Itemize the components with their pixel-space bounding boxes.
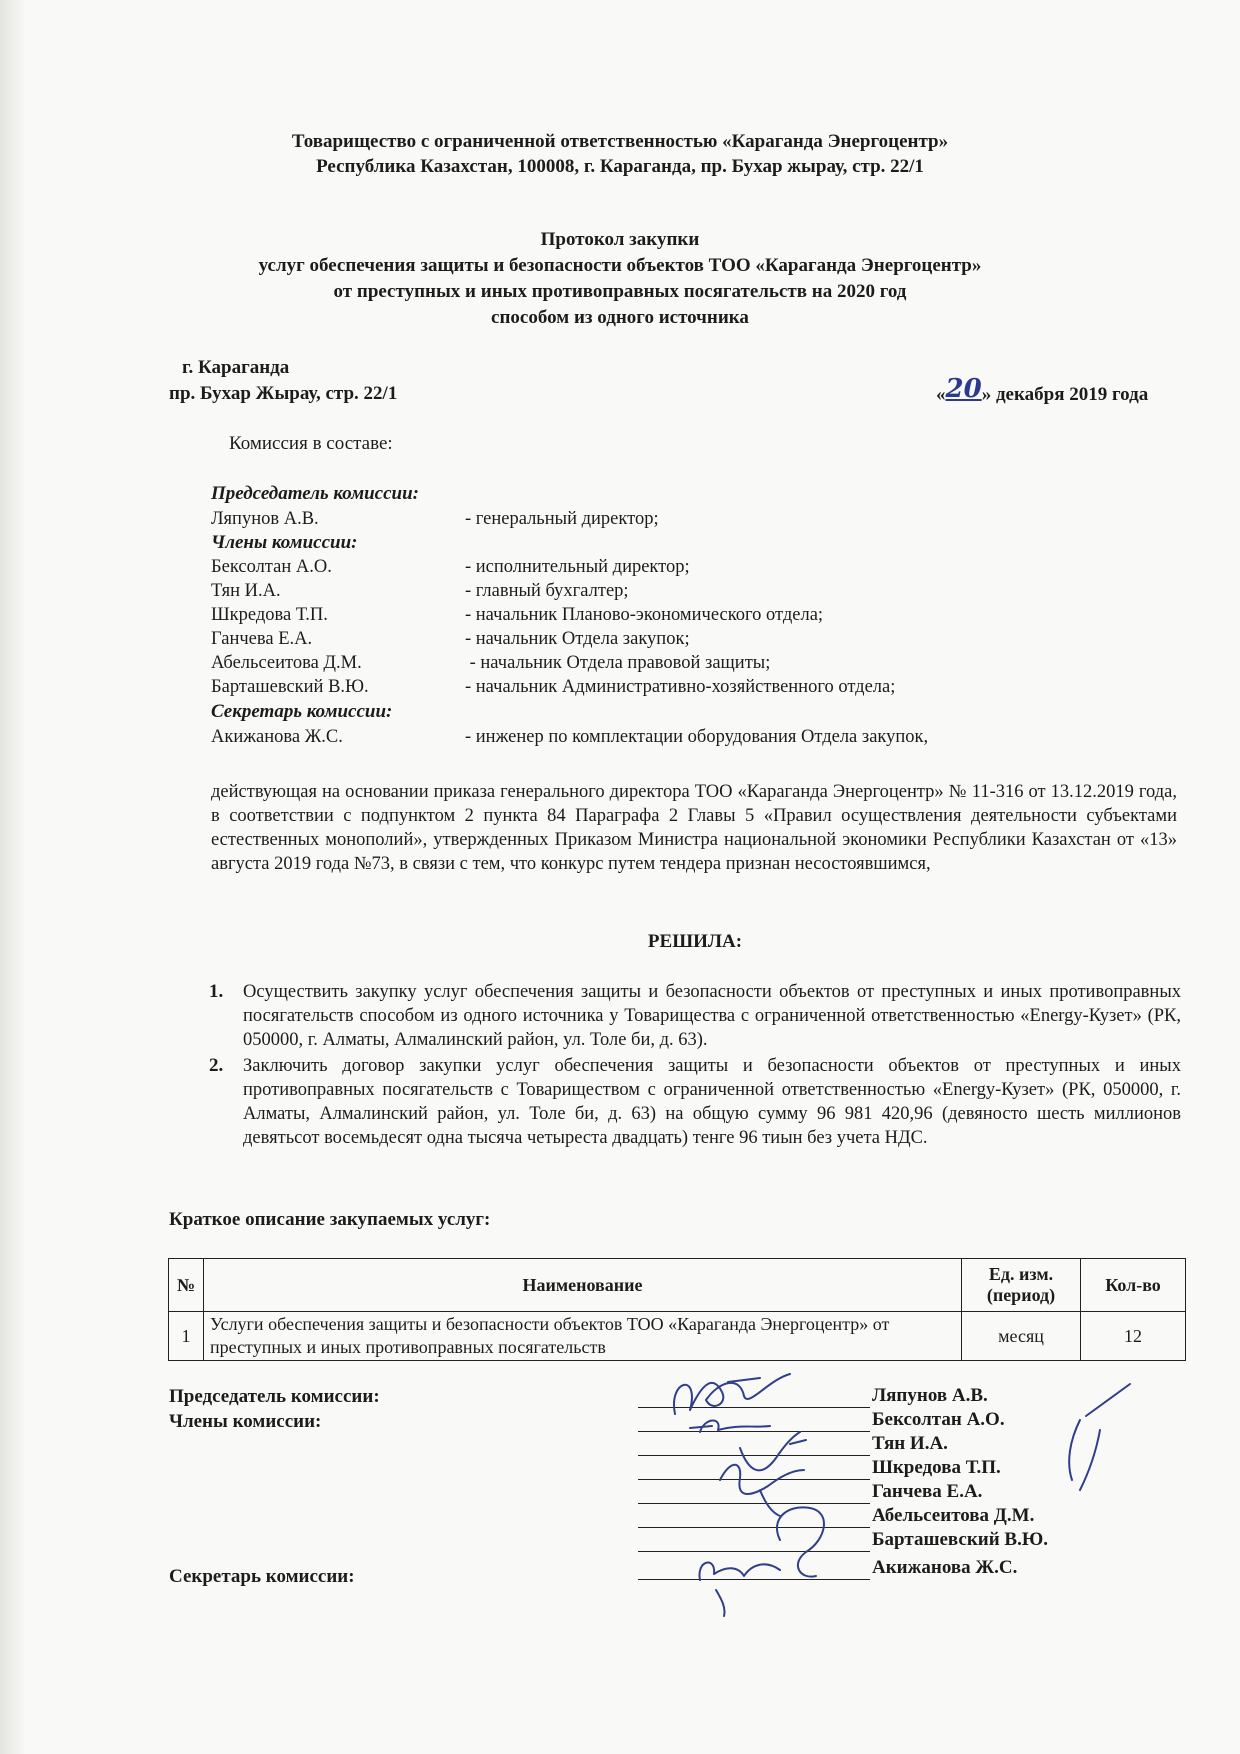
cell-num: 1 <box>169 1312 204 1361</box>
decision-item-text: Осуществить закупку услуг обеспечения защиты и безопасности объектов от преступных и иных противоправных посягательств способом из одного источника у Товарищества с ограниченной ответственностью «Energy-Кузет» (РК, 050000, г. Алматы, Алмалинский район, ул. Толе би, д. 63). <box>243 982 1181 1050</box>
col-header-qty: Кол-во <box>1081 1259 1186 1312</box>
signatory-name: Ганчева Е.А. <box>872 1481 983 1502</box>
signatory-name: Ляпунов А.В. <box>872 1385 988 1406</box>
member-role: - главный бухгалтер; <box>465 581 629 601</box>
chair-role: - генеральный директор; <box>465 509 659 529</box>
signature-margin <box>1069 1384 1130 1490</box>
decision-item-number: 2. <box>209 1055 224 1076</box>
sig-secretary-label: Секретарь комиссии: <box>169 1566 355 1587</box>
signatory-name: Акижанова Ж.С. <box>872 1557 1018 1578</box>
protocol-subject-line2: от преступных и иных противоправных посягательств на 2020 год <box>333 281 907 302</box>
secretary-heading: Секретарь комиссии: <box>211 701 393 722</box>
services-heading: Краткое описание закупаемых услуг: <box>169 1209 491 1230</box>
member-role: - начальник Планово-экономического отдела; <box>465 605 824 625</box>
signatory-name: Бексолтан А.О. <box>872 1409 1005 1430</box>
secretary-name: Акижанова Ж.С. <box>211 727 343 747</box>
col-header-name: Наименование <box>204 1259 962 1312</box>
signature-member <box>777 1507 824 1576</box>
signature-chair <box>674 1374 790 1414</box>
date-rest: » декабря 2019 года <box>981 384 1149 405</box>
members-heading: Члены комиссии: <box>211 532 358 553</box>
signature-member <box>740 1432 806 1470</box>
place-address: пр. Бухар Жырау, стр. 22/1 <box>169 383 398 404</box>
sig-chair-label: Председатель комиссии: <box>169 1386 380 1407</box>
commission-intro: Комиссия в составе: <box>229 433 393 454</box>
col-header-unit-line2: (период) <box>986 1285 1056 1305</box>
decision-item-text: Заключить договор закупки услуг обеспечения защиты и безопасности объектов от преступных и иных противоправных посягательств с Товариществом с ограниченной ответственностью «Energy-Кузет» (РК, 050000, г. Алматы, Алмалинский район, ул. Толе би, д. 63) на общую сумму 96 981 420,96 (девяносто шесть миллионов девятьсот восемьдесят одна тысяча четыреста двадцать) тенге 96 тиын без учета НДС. <box>243 1056 1181 1148</box>
member-name: Абельсеитова Д.М. <box>211 653 362 673</box>
org-name: Товарищество с ограниченной ответственностью «Караганда Энергоцентр» <box>291 131 949 152</box>
member-role: - начальник Отдела закупок; <box>465 629 690 649</box>
decision-item-number: 1. <box>209 981 224 1002</box>
member-name: Ганчева Е.А. <box>211 629 313 649</box>
member-name: Бексолтан А.О. <box>211 557 332 577</box>
basis-paragraph: действующая на основании приказа генерального директора ТОО «Караганда Энергоцентр» № 11-316 от 13.12.2019 года, в соответствии с подпунктом 2 пункта 84 Параграфа 2 Главы 5 «Правил осуществления деятельности субъектами естественных монополий», утвержденных Приказом Министра национальной экономики Республики Казахстан от «13» августа 2019 года №73, в связи с тем, что конкурс путем тендера признан несостоявшимся, <box>211 782 1177 874</box>
signature-member <box>690 1420 770 1432</box>
decision-heading: РЕШИЛА: <box>647 931 743 952</box>
date-day: 20 <box>945 374 982 404</box>
protocol-subject-line1: услуг обеспечения защиты и безопасности объектов ТОО «Караганда Энергоцентр» <box>258 255 982 276</box>
member-name: Барташевский В.Ю. <box>211 677 369 697</box>
protocol-title: Протокол закупки <box>540 229 700 250</box>
secretary-role: - инженер по комплектации оборудования Отдела закупок, <box>465 727 929 747</box>
cell-name: Услуги обеспечения защиты и безопасности объектов ТОО «Караганда Энергоцентр» от преступных и иных противоправных посягательств <box>204 1312 962 1361</box>
org-address: Республика Казахстан, 100008, г. Караганда, пр. Бухар жырау, стр. 22/1 <box>316 156 924 177</box>
signatory-name: Барташевский В.Ю. <box>872 1529 1049 1550</box>
col-header-num: № <box>169 1259 204 1312</box>
signatory-name: Абельсеитова Д.М. <box>872 1505 1035 1526</box>
signatory-name: Тян И.А. <box>872 1433 948 1454</box>
member-name: Тян И.А. <box>211 581 281 601</box>
cell-unit: месяц <box>962 1312 1081 1361</box>
col-header-unit-line1: Ед. изм. <box>988 1264 1054 1284</box>
member-role: - начальник Отдела правовой защиты; <box>465 653 771 673</box>
chair-heading: Председатель комиссии: <box>211 483 419 504</box>
signatory-name: Шкредова Т.П. <box>872 1457 1001 1478</box>
member-role: - исполнительный директор; <box>465 557 690 577</box>
chair-name: Ляпунов А.В. <box>211 509 319 529</box>
protocol-method: способом из одного источника <box>491 307 749 328</box>
place-city: г. Караганда <box>182 357 290 378</box>
date-open-quote: « <box>936 384 946 405</box>
signature-secretary <box>699 1563 780 1616</box>
cell-qty: 12 <box>1081 1312 1186 1361</box>
member-role: - начальник Административно-хозяйственного отдела; <box>465 677 896 697</box>
member-name: Шкредова Т.П. <box>211 605 328 625</box>
sig-members-label: Члены комиссии: <box>169 1411 322 1432</box>
